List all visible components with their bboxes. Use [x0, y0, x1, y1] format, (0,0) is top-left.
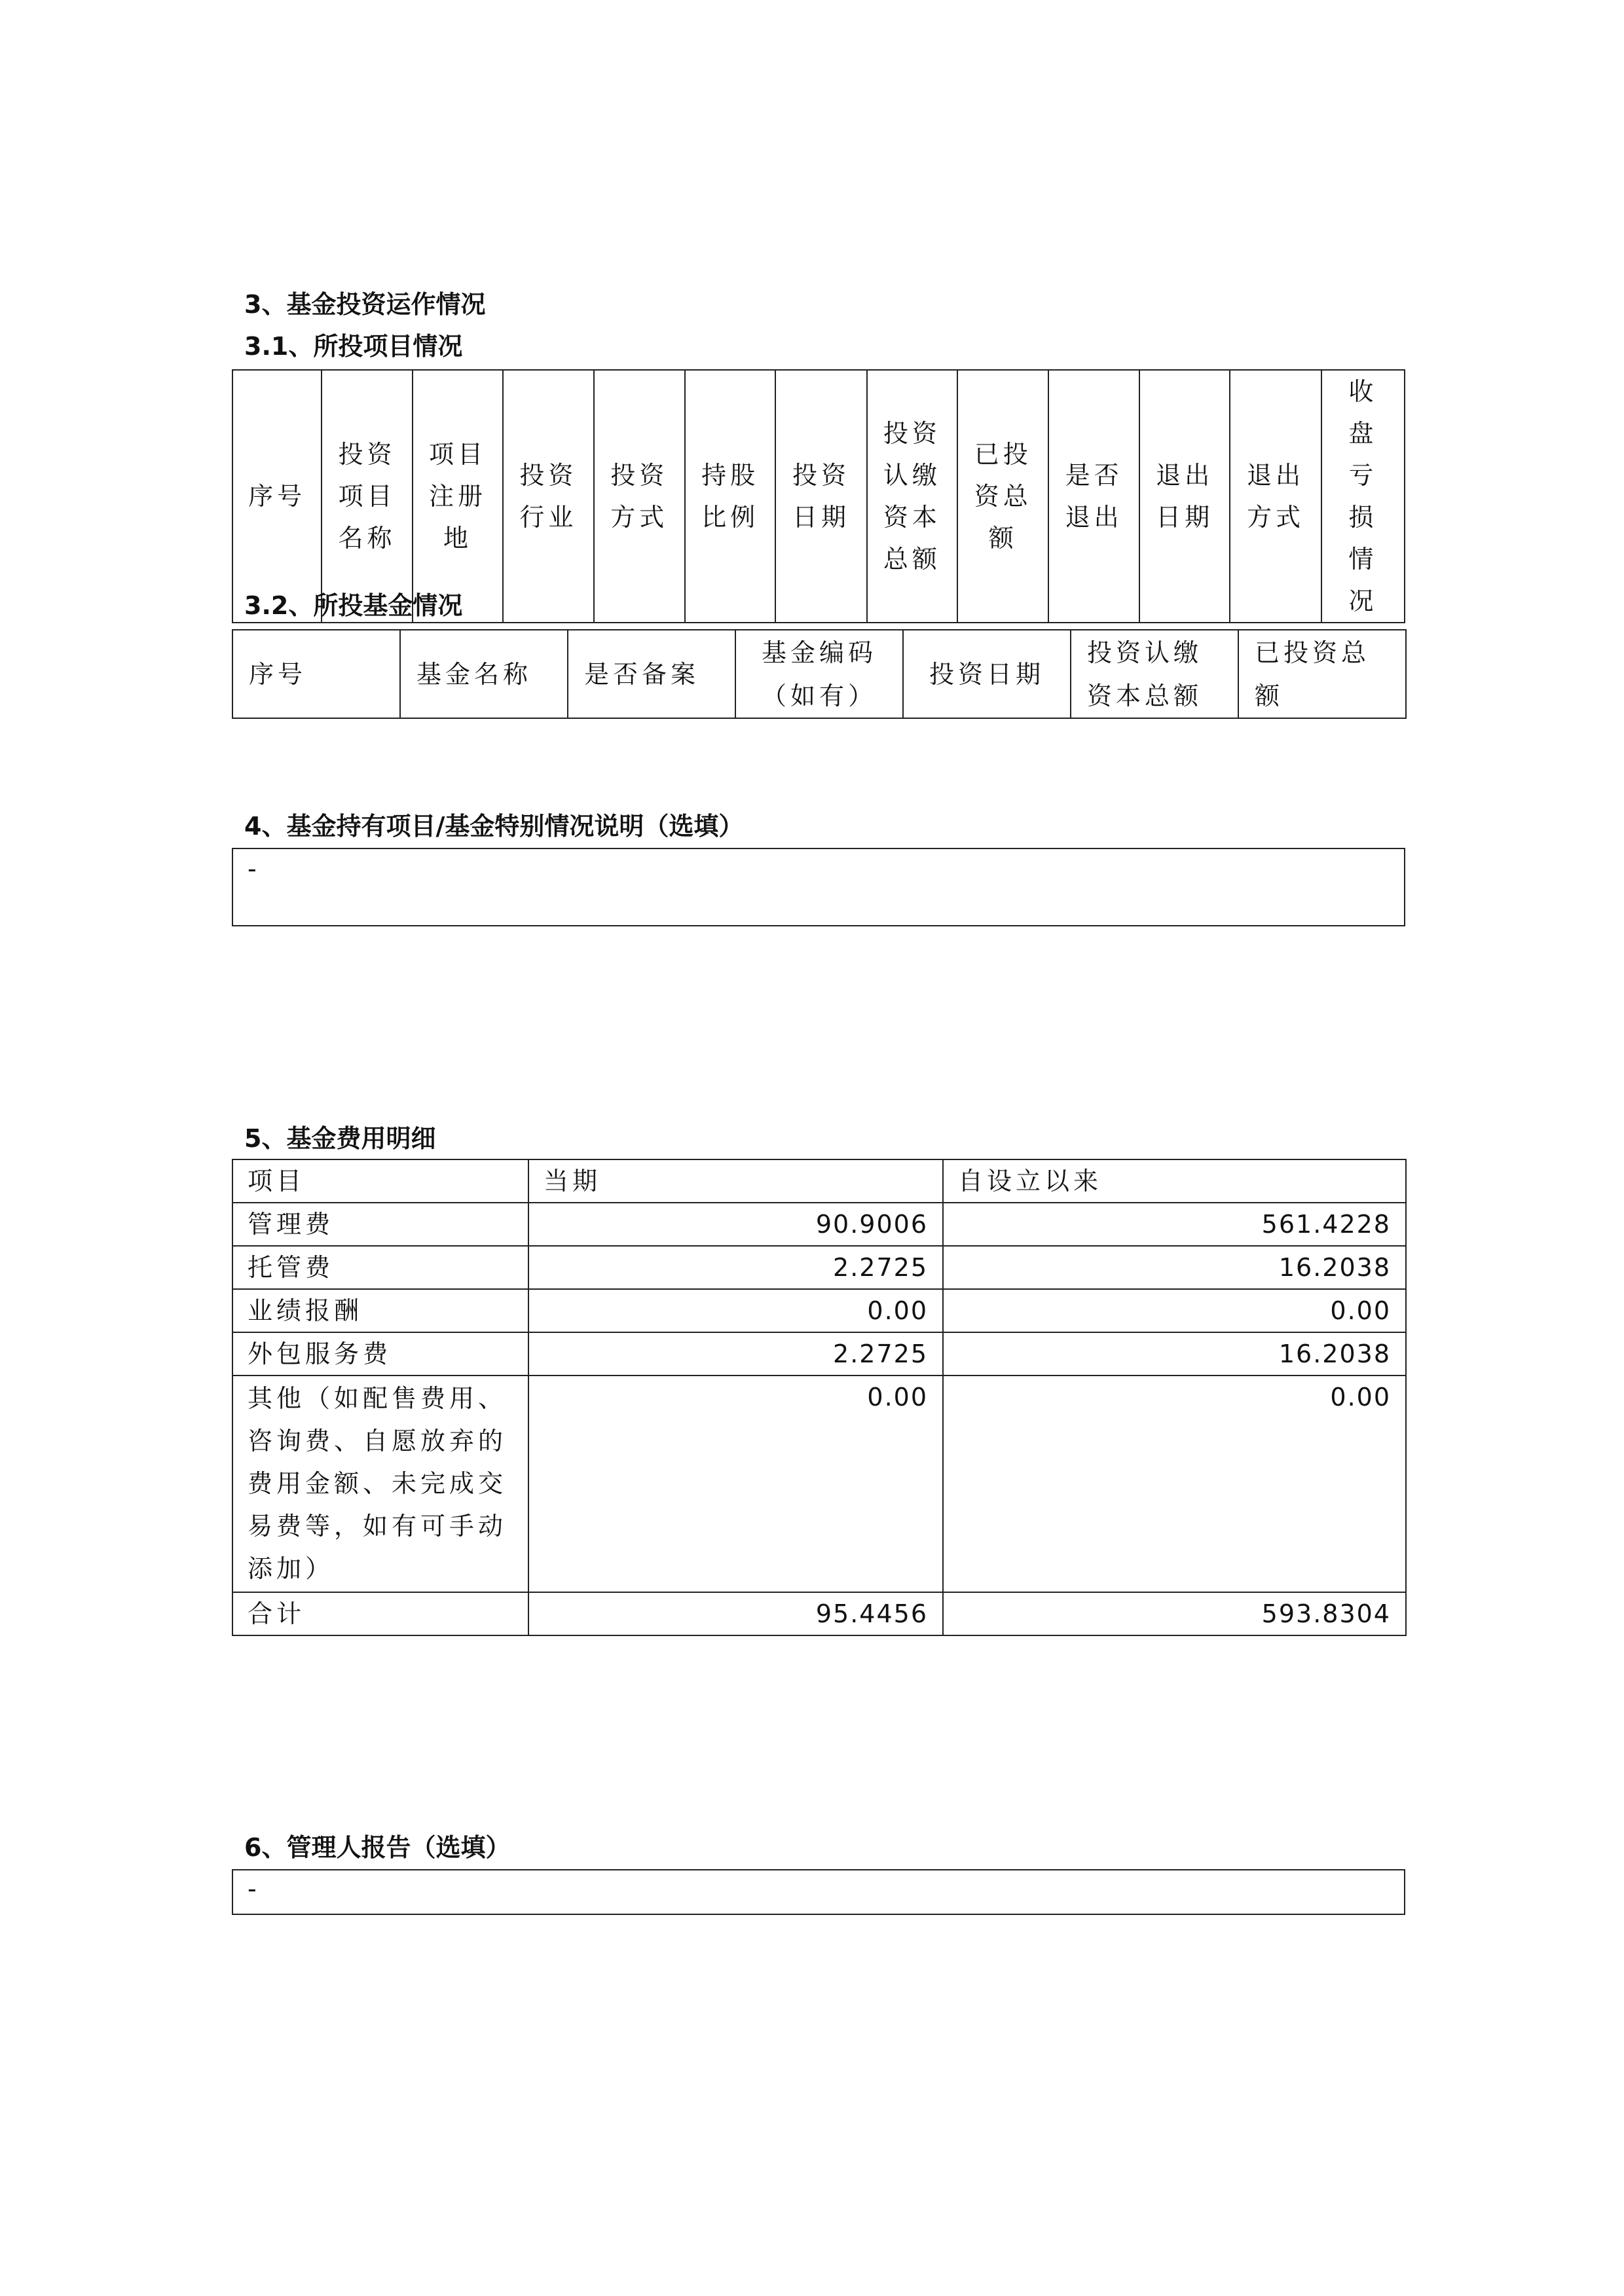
section32-heading: 3.2、所投基金情况	[244, 591, 463, 620]
col-header-item: 项目	[232, 1159, 528, 1203]
col-header: 投资认缴资本总额	[1071, 630, 1238, 718]
fee-since: 16.2038	[943, 1246, 1406, 1289]
fee-item: 业绩报酬	[232, 1289, 528, 1332]
fee-current: 2.2725	[528, 1332, 943, 1376]
col-header: 是否退出	[1048, 370, 1139, 623]
fee-item: 托管费	[232, 1246, 528, 1289]
fee-current: 95.4456	[528, 1592, 943, 1635]
fee-item: 外包服务费	[232, 1332, 528, 1376]
table-row	[232, 1289, 1406, 1332]
col-header: 序号	[232, 630, 400, 718]
table-row	[232, 1203, 1406, 1246]
col-header: 退出方式	[1230, 370, 1321, 623]
col-header: 序号	[232, 370, 322, 623]
fee-since: 0.00	[943, 1289, 1406, 1332]
col-header-current: 当期	[528, 1159, 943, 1203]
manager-report-content: -	[248, 1874, 257, 1903]
invested-projects-table	[232, 369, 1405, 623]
table-row	[232, 1246, 1406, 1289]
col-header: 投资认缴资本总额	[867, 370, 957, 623]
section6-heading: 6、管理人报告（选填）	[244, 1833, 511, 1862]
col-header: 投资日期	[775, 370, 866, 623]
section4-heading: 4、基金持有项目/基金特别情况说明（选填）	[244, 812, 744, 841]
fee-since: 16.2038	[943, 1332, 1406, 1376]
col-header: 项目注册地	[413, 370, 503, 623]
col-header: 收盘亏损情况	[1321, 370, 1405, 623]
col-header: 投资行业	[503, 370, 593, 623]
table-row	[232, 1332, 1406, 1376]
special-notes-content: -	[248, 854, 257, 883]
col-header: 退出日期	[1139, 370, 1230, 623]
manager-report-box	[232, 1869, 1405, 1915]
col-header: 基金名称	[400, 630, 568, 718]
special-notes-box	[232, 848, 1405, 926]
invested-funds-table	[232, 629, 1407, 719]
section3-heading: 3、基金投资运作情况	[244, 290, 486, 319]
fee-item: 合计	[232, 1592, 528, 1635]
col-header: 已投资总额	[957, 370, 1048, 623]
fee-current: 2.2725	[528, 1246, 943, 1289]
fee-since: 593.8304	[943, 1592, 1406, 1635]
section31-heading: 3.1、所投项目情况	[244, 332, 463, 361]
col-header: 投资日期	[903, 630, 1071, 718]
fee-current: 90.9006	[528, 1203, 943, 1246]
col-header: 持股比例	[685, 370, 775, 623]
fee-since: 0.00	[943, 1376, 1406, 1592]
col-header: 已投资总额	[1238, 630, 1406, 718]
fee-item: 管理费	[232, 1203, 528, 1246]
col-header: 投资项目名称	[322, 370, 412, 623]
fee-details-table	[232, 1159, 1407, 1636]
table-row	[232, 1376, 1406, 1592]
col-header: 投资方式	[594, 370, 685, 623]
col-header-since: 自设立以来	[943, 1159, 1406, 1203]
fee-current: 0.00	[528, 1376, 943, 1592]
table-header-row	[232, 1159, 1406, 1203]
fee-current: 0.00	[528, 1289, 943, 1332]
fee-since: 561.4228	[943, 1203, 1406, 1246]
fee-item: 其他（如配售费用、咨询费、自愿放弃的费用金额、未完成交易费等，如有可手动添加）	[232, 1376, 528, 1592]
col-header: 基金编码（如有）	[735, 630, 903, 718]
section5-heading: 5、基金费用明细	[244, 1124, 436, 1153]
table-row-total	[232, 1592, 1406, 1635]
col-header: 是否备案	[568, 630, 735, 718]
